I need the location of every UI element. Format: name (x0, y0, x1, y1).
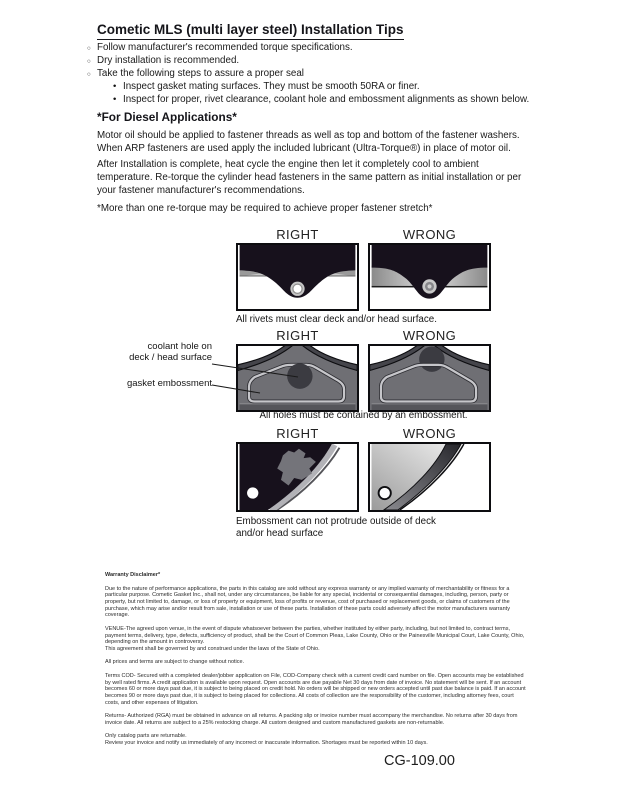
tip-item: ○ Dry installation is recommended. (87, 54, 567, 67)
tip-item: ○ Follow manufacturer's recommended torque specifications. (87, 41, 567, 54)
set1-right-label: RIGHT (276, 227, 319, 242)
tip-sub-item: • Inspect for proper, rivet clearance, coolant hole and embossment alignments as shown below. (113, 93, 567, 106)
tips-list (87, 41, 567, 106)
set3-wrong-label: WRONG (402, 426, 457, 441)
annotation-gasket-embossment: gasket embossment (126, 378, 212, 389)
set2-caption: All holes must be contained by an embossment. (259, 410, 468, 421)
warranty-disclaimer: Due to the nature of performance applications, the parts in this catalog are sold without any express warranty or any implied warranty of merchantability or fitness for a particular purpose. Cometic Gasket Inc., shall not, under any circumstances, be liable for any special, incidental or consequential damages, including, person, party or property, but not limited to, damage, or loss of property or equipment, loss of profits or revenue, cost of purchased or replacement goods, or claims of customers of the purchase, which may arise and/or result from sale, installation or use of these parts. Installation of these parts could adversely affect the motor manufacturers warranty coverage. (105, 585, 510, 619)
coolant-hole-icon (419, 346, 444, 371)
retorque-note: *More than one re-torque may be required to achieve proper fastener stretch* (97, 203, 433, 214)
annotation-coolant-hole: coolant hole on deck / head surface (129, 341, 212, 363)
diesel-heading: *For Diesel Applications* (97, 110, 237, 124)
invoice-review: Review your invoice and notify us immediately of any incorrect or inaccurate information. Shortages must be reported within 10 days. (105, 740, 428, 747)
governing-law: This agreement shall be governed by and construed under the laws of the State of Ohio. (105, 645, 320, 652)
venue-clause: VENUE-The agreed upon venue, in the event of dispute whatsoever between the parties, whether instituted by either party, including, but not limited to, contract terms, payment terms, delivery, type, defects, sufficiency of product, shall be the Court of Common Pleas, Lake County, Ohio or the Painesville Municipal Court, Lake County, Ohio, depending on the amount in controversy. (105, 625, 525, 646)
diesel-paragraph-heat-cycle: After Installation is complete, heat cycle the engine then let it completely cool to ambient temperature. Re-torque the cylinder head fasteners in the same pattern as initial installation or per your fastener manufacturer's recommendations. (97, 159, 522, 197)
coolant-hole-icon (287, 363, 312, 388)
diagram-embossment-wrong (368, 344, 491, 412)
bolt-hole-icon (247, 487, 258, 498)
page-title: Cometic MLS (multi layer steel) Installation Tips (97, 22, 404, 40)
set3-caption: Embossment can not protrude outside of deck and/or head surface (236, 516, 436, 539)
diagram-protrusion-right (236, 442, 359, 512)
set3-right-label: RIGHT (276, 426, 319, 441)
prices-clause: All prices and terms are subject to change without notice. (105, 659, 245, 666)
set1-wrong-label: WRONG (402, 227, 457, 242)
tip-item: ○ Take the following steps to assure a proper seal (87, 67, 567, 80)
terms-clause: Terms COD- Secured with a completed dealer/jobber application on File, COD-Company check with a current credit card number on file. Open accounts may be established by well rated firms. A credit application is available upon request. Open accounts are due payable Net 30 days from date of invoice. No statement will be sent. If an account becomes 60 or more days past due, it is subject to being placed on credit hold. No orders will be shipped or new orders accepted until past due balance is paid. If an account becomes 90 or more days past due, it is subject to being placed for collections. All costs of collection are the responsibility of the customer, including attorney fees, court costs, and other expenses of litigation. (105, 672, 526, 706)
set2-wrong-label: WRONG (402, 328, 457, 343)
diagram-rivet-wrong (368, 243, 491, 311)
returns-clause: Returns- Authorized (RGA) must be obtained in advance on all returns. A packing slip or invoice number must accompany the merchandise. No returns after 30 days from invoice date. All returns are subject to a 25% restocking charge. All custom designed and custom manufactured gaskets are non-returnable. (105, 713, 518, 726)
warranty-heading: Warranty Disclaimer* (105, 572, 161, 578)
diagram-rivet-right (236, 243, 359, 311)
legal-block (105, 572, 529, 754)
catalog-returnable: Only catalog parts are returnable. (105, 733, 187, 740)
tip-sub-item: • Inspect gasket mating surfaces. They must be smooth 50RA or finer. (113, 80, 567, 93)
diagram-embossment-right (236, 344, 359, 412)
diesel-paragraph-oil: Motor oil should be applied to fastener threads as well as top and bottom of the fastener washers. When ARP fasteners are used apply the included lubricant (Ultra-Torque®) in place of motor oil. (97, 130, 520, 155)
bolt-hole-icon (379, 487, 391, 499)
diagram-protrusion-wrong (368, 442, 491, 512)
set2-right-label: RIGHT (276, 328, 319, 343)
set1-caption: All rivets must clear deck and/or head surface. (236, 314, 437, 325)
page-code: CG-109.00 (384, 753, 455, 769)
